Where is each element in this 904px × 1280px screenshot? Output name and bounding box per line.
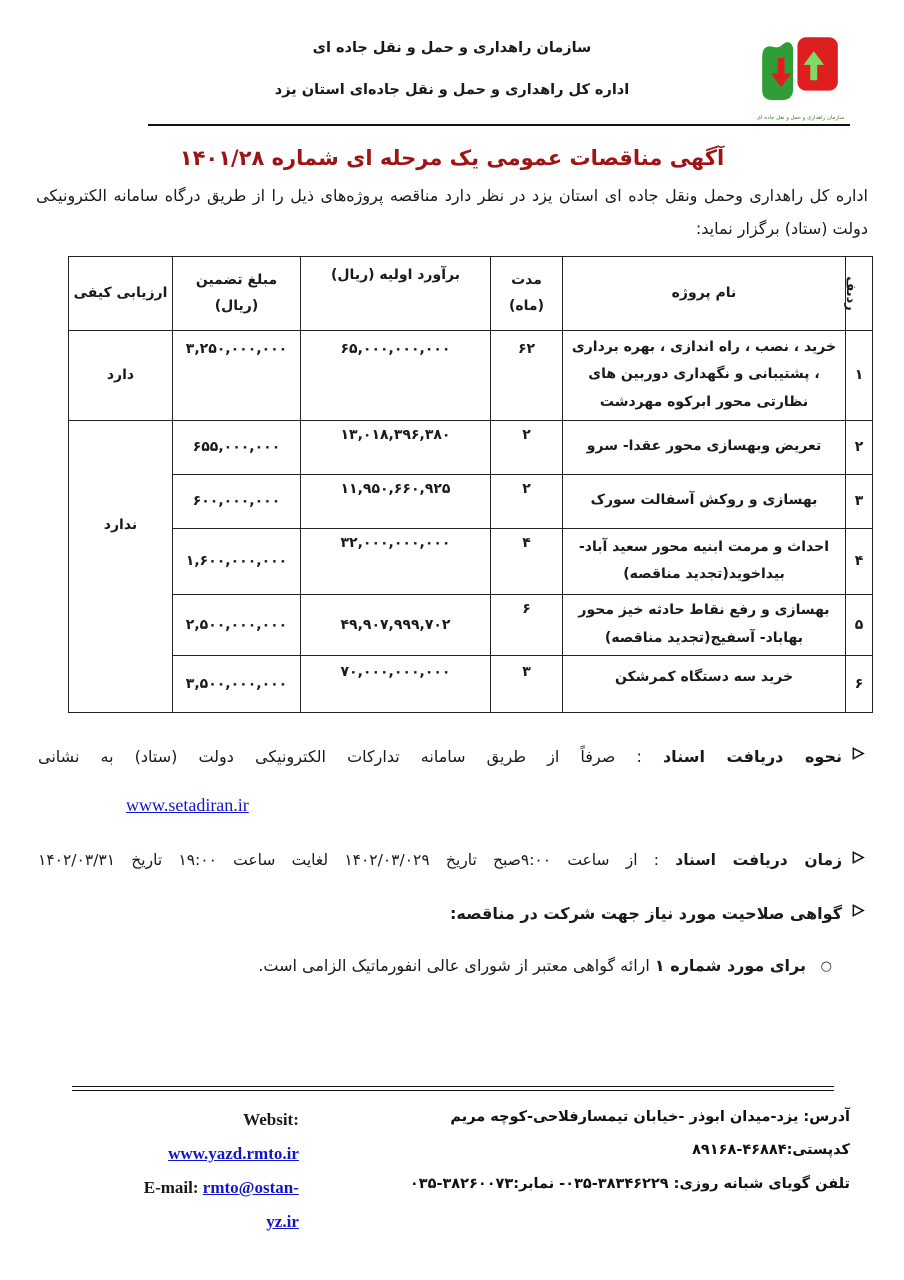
duration-cell: ۲: [491, 474, 563, 528]
guarantee-cell: ۲,۵۰۰,۰۰۰,۰۰۰: [173, 594, 301, 655]
notice-text: : از ساعت ۹:۰۰صبح تاریخ ۱۴۰۲/۰۳/۰۲۹ لغایت ساعت ۱۹:۰۰ تاریخ ۱۴۰۲/۰۳/۳۱: [38, 850, 676, 869]
footer-phone-line: تلفن گویای شبانه روزی: ۰۳۵-۳۸۳۴۶۲۲۹- نمابر:۰۳۵-۳۸۲۶۰۰۷۳: [409, 1175, 850, 1192]
footer-contact-en: [112, 1103, 299, 1239]
project-name-cell: بهسازی و رفع نقاط حادثه خیز محور بهاباد- آسفیج(تجدید مناقصه): [563, 594, 846, 655]
guarantee-cell: ۳,۲۵۰,۰۰۰,۰۰۰: [173, 330, 301, 420]
estimate-cell: ۱۱,۹۵۰,۶۶۰,۹۲۵: [301, 474, 491, 528]
arrowhead-bullet-icon: [842, 898, 866, 930]
table-row: [69, 528, 873, 594]
arrowhead-bullet-icon: [842, 741, 866, 823]
notice-text: : صرفاً از طریق سامانه تدارکات الکترونیکی دولت (ستاد) به نشانی: [38, 746, 663, 766]
project-name-cell: احداث و مرمت ابنیه محور سعید آباد- بیداخوید(تجدید مناقصه): [563, 528, 846, 594]
table-row: [69, 594, 873, 655]
guarantee-cell: ۶۵۵,۰۰۰,۰۰۰: [173, 420, 301, 474]
notice-label: گواهی صلاحیت مورد نیاز جهت شرکت در مناقصه:: [450, 903, 842, 923]
duration-cell: ۳: [491, 655, 563, 712]
intro-paragraph: اداره کل راهداری وحمل ونقل جاده ای استان یزد در نظر دارد مناقصه پروژه‌های ذیل را از طریق درگاه سامانه الکترونیکی دولت (ستاد) برگزار نماید:: [36, 186, 868, 238]
row-number-cell: ۱: [846, 330, 873, 420]
guarantee-cell: ۱,۶۰۰,۰۰۰,۰۰۰: [173, 528, 301, 594]
project-name-cell: بهسازی و روکش آسفالت سورک: [563, 474, 846, 528]
setadiran-link[interactable]: www.setadiran.ir: [126, 794, 249, 815]
footer-email-line: [112, 1171, 299, 1239]
organization-name: سازمان راهداری و حمل و نقل جاده ای: [312, 40, 592, 56]
page-title: آگهی مناقصات عمومی یک مرحله ای شماره ۱۴۰۱/۲۸: [179, 146, 725, 170]
duration-cell: ۶۲: [491, 330, 563, 420]
notices-section: [38, 741, 866, 975]
evaluation-cell: دارد: [69, 330, 173, 420]
page-header: [32, 34, 872, 130]
table-row: [69, 420, 873, 474]
email-label: E-mail:: [143, 1178, 199, 1197]
project-name-cell: تعریض وبهسازی محور عقدا- سرو: [563, 420, 846, 474]
notice-document-receipt: [38, 741, 866, 823]
table-header-row: [69, 256, 873, 330]
footer-address-line: آدرس: یزد-میدان ابوذر -خیابان تیمسارفلاحی-کوچه مریم کدپستی:۸۹۱۶۸-۴۶۸۸۴: [450, 1109, 850, 1159]
col-header-row-number: ردیف: [846, 256, 873, 330]
sub-notice-informatics-certificate: [38, 956, 832, 975]
guarantee-cell: ۶۰۰,۰۰۰,۰۰۰: [173, 474, 301, 528]
page-footer: [0, 1086, 904, 1239]
estimate-cell: ۷۰,۰۰۰,۰۰۰,۰۰۰: [301, 655, 491, 712]
website-label: Websit:: [243, 1110, 299, 1129]
duration-cell: ۴: [491, 528, 563, 594]
arrowhead-bullet-icon: [842, 845, 866, 876]
header-divider: [148, 124, 850, 126]
department-name: اداره کل راهداری و حمل و نقل جاده‌ای استان یزد: [274, 82, 630, 98]
circle-bullet-icon: ○: [820, 958, 832, 974]
project-name-cell: خرید سه دستگاه کمرشکن: [563, 655, 846, 712]
col-header-guarantee: مبلغ تضمین (ریال): [173, 256, 301, 330]
row-number-cell: ۳: [846, 474, 873, 528]
phone-number: ۰۳۵-۳۸۳۴۶۲۲۹: [565, 1175, 669, 1192]
notice-qualification: [38, 898, 866, 930]
row-number-cell: ۲: [846, 420, 873, 474]
notice-label: نحوه دریافت اسناد: [662, 746, 842, 766]
col-header-evaluation: ارزیابی کیفی: [69, 256, 173, 330]
table-row: [69, 474, 873, 528]
logo-caption: سازمان راهداری و حمل و نقل جاده ای: [756, 114, 845, 121]
table-row: [69, 330, 873, 420]
sub-notice-text: ارائه گواهی معتبر از شورای عالی انفورماتیک الزامی است.: [258, 955, 655, 975]
fax-number: ۰۳۵-۳۸۲۶۰۰۷۳: [409, 1175, 514, 1192]
col-header-estimate: برآورد اولیه (ریال): [301, 256, 491, 330]
estimate-cell: ۶۵,۰۰۰,۰۰۰,۰۰۰: [301, 330, 491, 420]
footer-contact-fa: [299, 1101, 850, 1201]
estimate-cell: ۳۲,۰۰۰,۰۰۰,۰۰۰: [301, 528, 491, 594]
postal-code: ۸۹۱۶۸-۴۶۸۸۴: [692, 1142, 787, 1159]
duration-cell: ۶: [491, 594, 563, 655]
estimate-cell: ۱۳,۰۱۸,۳۹۶,۳۸۰: [301, 420, 491, 474]
row-number-cell: ۵: [846, 594, 873, 655]
notice-receipt-time: [38, 845, 866, 876]
table-row: [69, 655, 873, 712]
tenders-table: [68, 256, 873, 713]
guarantee-cell: ۳,۵۰۰,۰۰۰,۰۰۰: [173, 655, 301, 712]
col-header-duration: مدت (ماه): [491, 256, 563, 330]
project-name-cell: خرید ، نصب ، راه اندازی ، بهره برداری ، پشتیبانی و نگهداری دوربین های نظارتی محور ابرکوه مهردشت: [563, 330, 846, 420]
footer-divider: [72, 1086, 834, 1091]
estimate-cell: ۴۹,۹۰۷,۹۹۹,۷۰۲: [301, 594, 491, 655]
footer-website-line: [112, 1103, 299, 1171]
notice-label: زمان دریافت اسناد: [675, 850, 842, 869]
col-header-project-name: نام پروژه: [563, 256, 846, 330]
website-link[interactable]: www.yazd.rmto.ir: [168, 1144, 299, 1163]
sub-notice-label: برای مورد شماره ۱: [654, 955, 806, 975]
row-number-cell: ۴: [846, 528, 873, 594]
row-number-cell: ۶: [846, 655, 873, 712]
duration-cell: ۲: [491, 420, 563, 474]
email-link[interactable]: rmto@ostan-yz.ir: [202, 1178, 299, 1231]
rmto-logo-icon: [752, 32, 848, 121]
evaluation-cell-merged: ندارد: [69, 420, 173, 712]
